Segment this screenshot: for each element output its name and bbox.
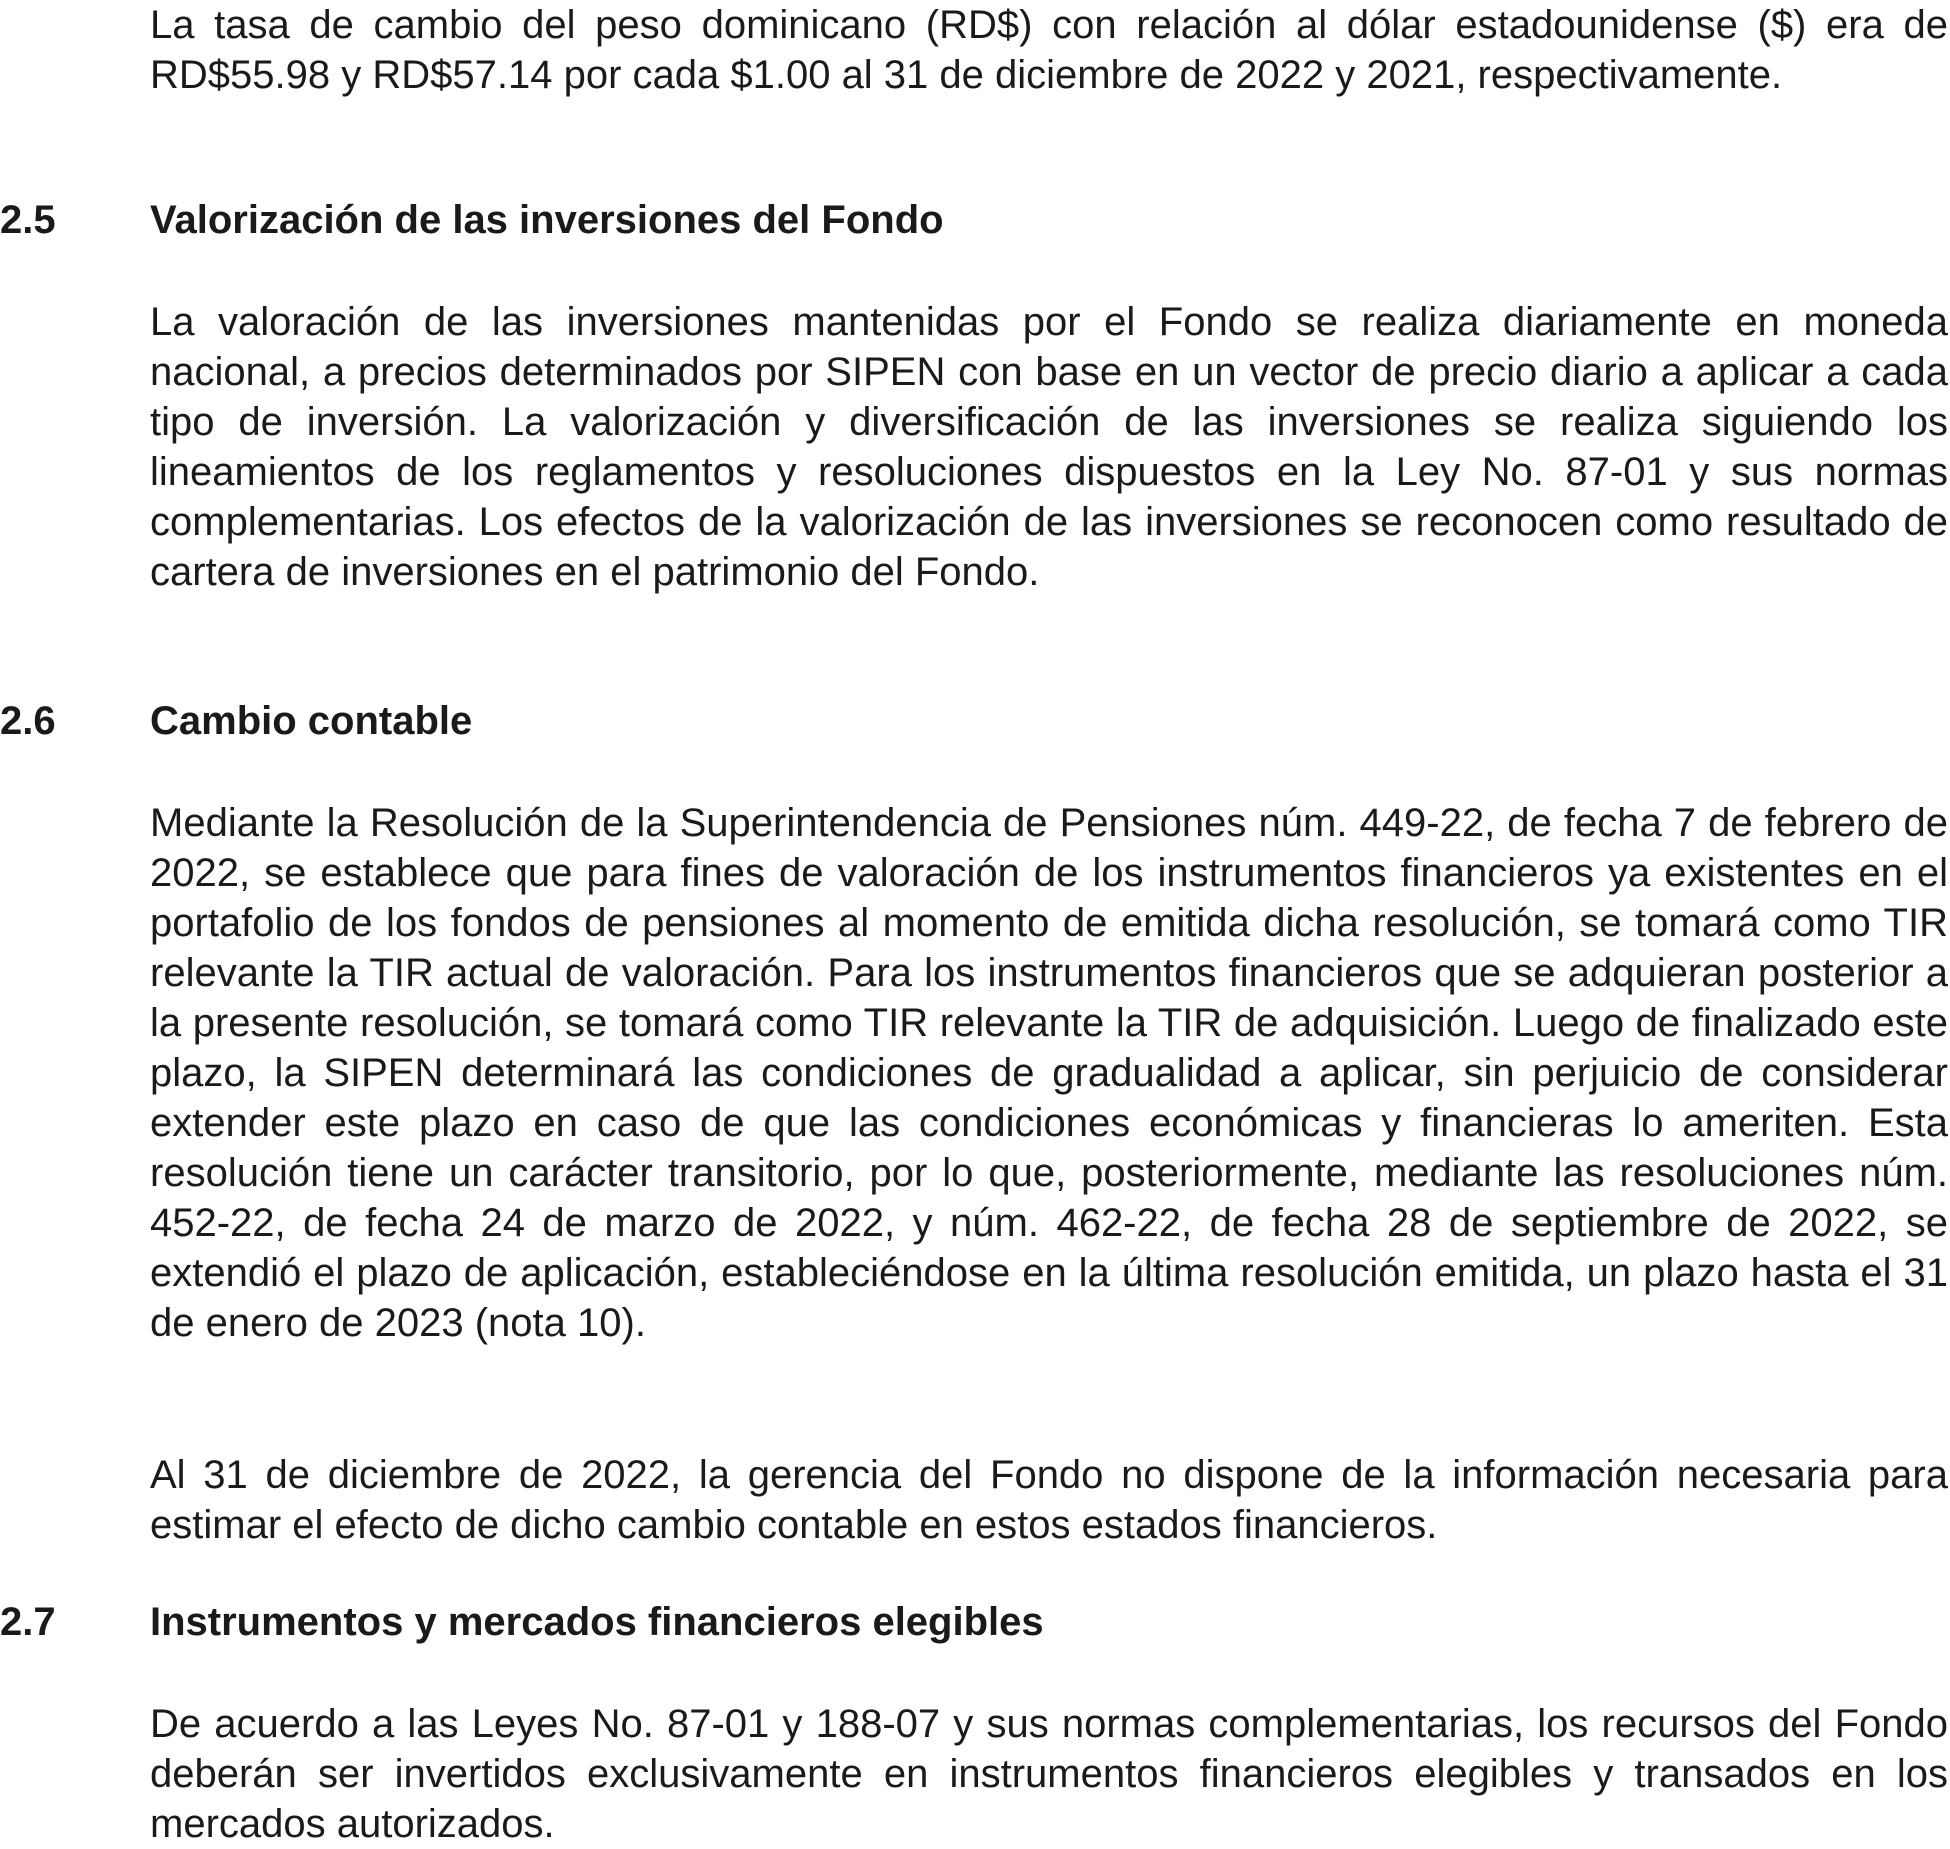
section-title: Cambio contable [150, 699, 473, 743]
section-2-5-paragraph-1: La valoración de las inversiones mantenidas por el Fondo se realiza diariamente en moneda nacional, a precios determinados por SIPEN con base en un vector de precio diario a aplicar a cada tipo de inversión. La valorización y diversificación de las inversiones se realiza siguiendo los lineamientos de los reglamentos y resoluciones dispuestos en la Ley No. 87-01 y sus normas complementarias. Los efectos de la valorización de las inversiones se reconocen como resultado de cartera de inversiones en el patrimonio del Fondo. [150, 300, 1948, 594]
section-number: 2.5 [0, 198, 56, 242]
section-title: Instrumentos y mercados financieros elegibles [150, 1600, 1044, 1644]
section-title: Valorización de las inversiones del Fondo [150, 198, 944, 242]
section-2-6-paragraph-1: Mediante la Resolución de la Superintendencia de Pensiones núm. 449-22, de fecha 7 de febrero de 2022, se establece que para fines de valoración de los instrumentos financieros ya existentes en el portafolio de los fondos de pensiones al momento de emitida dicha resolución, se tomará como TIR relevante la TIR actual de valoración. Para los instrumentos financieros que se adquieran posterior a la presente resolución, se tomará como TIR relevante la TIR de adquisición. Luego de finalizado este plazo, la SIPEN determinará las condiciones de gradualidad a aplicar, sin perjuicio de considerar extender este plazo en caso de que las condiciones económicas y financieras lo ameriten. Esta resolución tiene un carácter transitorio, por lo que, posteriormente, mediante las resoluciones núm. 452-22, de fecha 24 de marzo de 2022, y núm. 462-22, de fecha 28 de septiembre de 2022, se extendió el plazo de aplicación, estableciéndose en la última resolución emitida, un plazo hasta el 31 de enero de 2023 (nota 10). [150, 801, 1948, 1345]
section-number: 2.6 [0, 699, 56, 743]
section-2-7-paragraph-1: De acuerdo a las Leyes No. 87-01 y 188-07 y sus normas complementarias, los recursos del Fondo deberán ser invertidos exclusivamente en instrumentos financieros elegibles y transados en los mercados autorizados. [150, 1702, 1948, 1846]
section-2-6-paragraph-2: Al 31 de diciembre de 2022, la gerencia del Fondo no dispone de la información necesaria para estimar el efecto de dicho cambio contable en estos estados financieros. [150, 1453, 1948, 1547]
section-number: 2.7 [0, 1600, 56, 1644]
intro-paragraph: La tasa de cambio del peso dominicano (RD$) con relación al dólar estadounidense ($) era de RD$55.98 y RD$57.14 por cada $1.00 al 31 de diciembre de 2022 y 2021, respectivamente. [150, 3, 1948, 97]
